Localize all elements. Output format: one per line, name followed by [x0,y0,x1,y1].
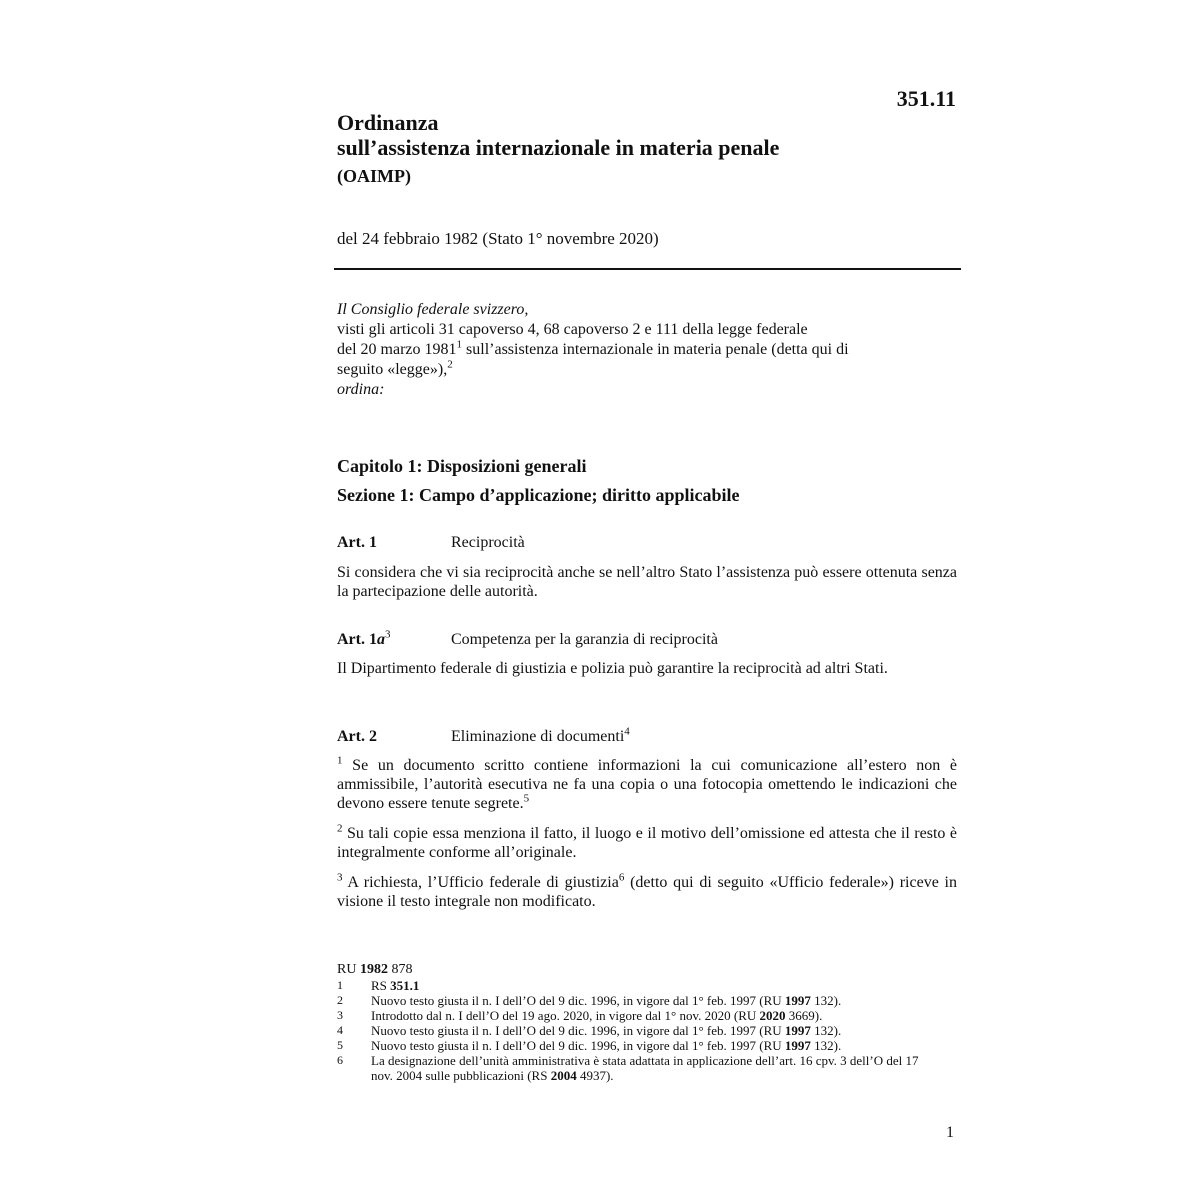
footnote-5-text-c: 132). [810,1038,842,1053]
preamble-ordina: ordina: [337,381,385,398]
preamble [337,300,957,400]
footnote-3-number: 3 [337,1008,343,1022]
paragraph-3-text-cont: (detto qui di seguito «Ufficio federale») riceve in visione il testo integrale non modificato. [337,874,958,910]
footnote-6-text [371,1053,931,1083]
footnotes [337,962,967,1083]
footnote-5-text [371,1038,967,1053]
official-compilation-ref [337,962,967,977]
paragraph-number-3: 3 [337,871,343,884]
footnote-6-text-c: 4937). [576,1068,614,1083]
title-line-1: Ordinanza [337,110,439,135]
article-1a-letter: a [376,631,385,648]
document-title [337,110,779,160]
footnote-3-text-c: 3669). [785,1008,823,1023]
footnote-ref-4[interactable]: 4 [624,725,630,738]
document-date: del 24 febbraio 1982 (Stato 1° novembre 2020) [337,229,659,248]
footnote-2-text-b: 1997 [784,993,811,1008]
footnote-2 [337,993,967,1008]
paragraph-number-1: 1 [337,754,343,767]
footnote-1-text [371,978,967,993]
footnote-4-text-c: 132). [810,1023,842,1038]
footnote-3 [337,1008,967,1023]
preamble-line-3 [337,360,957,380]
title-line-2: sull’assistenza internazionale in materia penale [337,135,780,160]
article-2-title-text: Eliminazione di documenti [451,728,625,745]
footnote-1-text-b: 351.1 [390,978,420,993]
article-1a-number-text: Art. 1 [337,631,377,648]
section-heading: Sezione 1: Campo d’applicazione; diritto applicabile [337,485,740,505]
footnote-6-number: 6 [337,1053,343,1067]
footnote-4-text [371,1023,967,1038]
paragraph-2-text: Su tali copie essa menziona il fatto, il luogo e il motivo dell’omissione ed attesta che il resto è integralmente conforme all’originale. [337,825,957,861]
footnote-2-number: 2 [337,993,343,1007]
paragraph-number-2: 2 [337,822,343,835]
preamble-line-2-text: del 20 marzo 1981 [337,341,457,358]
footnote-4-number: 4 [337,1023,343,1037]
ru-page: 878 [387,962,413,977]
footnote-6-text-a: La designazione dell’unità amministrativa è stata adattata in applicazione dell’art. 16 cpv. 3 dell’O del 17 nov. 2004 sulle pubblicazioni (RS [371,1053,919,1083]
title-divider [334,268,961,270]
footnote-ref-5[interactable]: 5 [523,792,530,805]
footnote-4 [337,1023,967,1038]
article-2-title [451,725,630,745]
article-1-number: Art. 1 [337,534,377,551]
article-2-heading [337,725,957,746]
preamble-line-3-text: seguito «legge»), [337,361,448,378]
paragraph-3-text: A richiesta, l’Ufficio federale di giustizia [342,874,619,891]
chapter-heading: Capitolo 1: Disposizioni generali [337,456,587,476]
preamble-line-2 [337,340,957,360]
article-1-title: Reciprocità [451,534,525,551]
article-1a-title: Competenza per la garanzia di reciprocità [451,631,718,648]
preamble-authority: Il Consiglio federale svizzero, [337,301,529,318]
footnote-1-text-a: RS [371,978,391,993]
footnote-1-number: 1 [337,978,343,992]
footnote-ref-1[interactable]: 1 [456,338,463,351]
preamble-line-1: visti gli articoli 31 capoverso 4, 68 capoverso 2 e 111 della legge federale [337,321,808,338]
footnote-2-text-c: 132). [810,993,842,1008]
page-number: 1 [946,1124,954,1141]
article-1a-body: Il Dipartimento federale di giustizia e polizia può garantire la reciprocità ad altri Stati. [337,660,888,677]
article-1-heading [337,534,957,552]
preamble-line-2-text-cont: sull’assistenza internazionale in materia penale (detta qui di [462,341,849,358]
footnote-5-number: 5 [337,1038,343,1052]
footnote-6-text-b: 2004 [550,1068,577,1083]
ru-prefix: RU [337,962,360,977]
ru-year: 1982 [359,962,388,977]
footnote-5 [337,1038,967,1053]
document-abbreviation: (OAIMP) [337,166,411,186]
article-1-body: Si considera che vi sia reciprocità anche se nell’altro Stato l’assistenza può essere ottenuta senza la partecipazione delle autorità. [337,564,957,600]
footnote-ref-2[interactable]: 2 [447,358,453,371]
paragraph-1-text: Se un documento scritto contiene informazioni la cui comunicazione all’estero non è ammissibile, l’autorità esecutiva ne fa una copia o una fotocopia omettendo le indicazioni che devono essere tenute segrete. [337,757,957,812]
document-number: 351.11 [896,86,956,111]
footnote-ref-3[interactable]: 3 [384,628,391,641]
footnote-4-text-b: 1997 [784,1023,811,1038]
footnote-1 [337,978,967,993]
article-2-paragraph-2 [337,824,957,862]
article-2-paragraph-1 [337,756,957,813]
footnote-2-text [371,993,967,1008]
article-2-number: Art. 2 [337,728,377,745]
footnote-3-text-b: 2020 [759,1008,786,1023]
footnote-2-text-a: Nuovo testo giusta il n. I dell’O del 9 dic. 1996, in vigore dal 1° feb. 1997 (RU [371,993,785,1008]
footnote-4-text-a: Nuovo testo giusta il n. I dell’O del 9 dic. 1996, in vigore dal 1° feb. 1997 (RU [371,1023,785,1038]
footnote-5-text-b: 1997 [784,1038,811,1053]
footnote-3-text-a: Introdotto dal n. I dell’O del 19 ago. 2020, in vigore dal 1° nov. 2020 (RU [371,1008,760,1023]
footnote-3-text [371,1008,967,1023]
article-1a-number [337,628,451,649]
article-2-paragraph-3 [337,873,957,911]
footnote-6 [337,1053,967,1083]
footnote-5-text-a: Nuovo testo giusta il n. I dell’O del 9 dic. 1996, in vigore dal 1° feb. 1997 (RU [371,1038,785,1053]
article-1a-heading [337,628,957,649]
footnote-ref-6[interactable]: 6 [618,871,625,884]
